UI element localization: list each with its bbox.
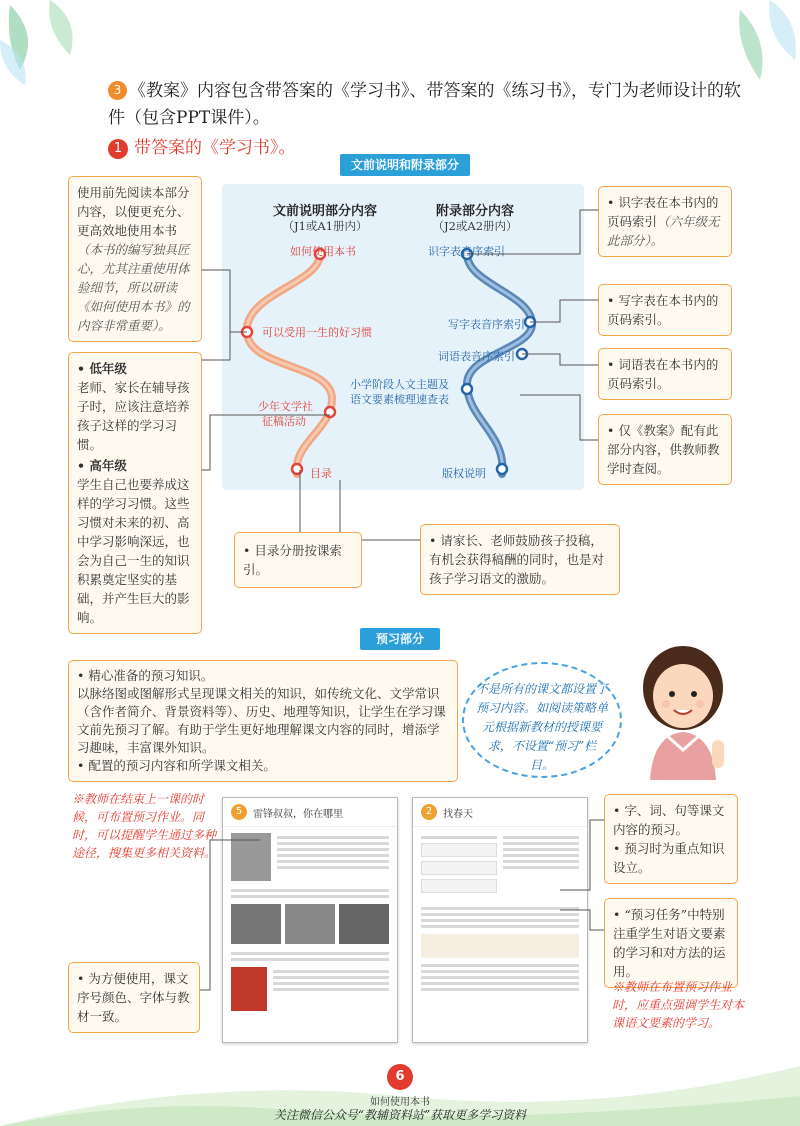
preview-main-3: • 配置的预习内容和所学课文相关。 <box>77 758 276 773</box>
note-teacher-only-text: 仅《教案》配有此部分内容，供教师教学时查阅。 <box>607 423 720 476</box>
note-preview-task: • “预习任务”中特别注重学生对语文要素的学习和对方法的运用。 <box>604 898 738 988</box>
note-teacher-only: • 仅《教案》配有此部分内容，供教师教学时查阅。 <box>598 414 732 485</box>
left-item-habits: 可以受用一生的好习惯 <box>262 326 372 339</box>
footer-text: 关注微信公众号“教辅资料站”获取更多学习资料 <box>273 1108 527 1122</box>
connector-lines-2 <box>0 770 800 1010</box>
girl-illustration <box>628 640 738 780</box>
left-item-contents: 目录 <box>310 467 332 480</box>
red-note-left: ※教师在结束上一课的时候，可布置预习作业。同时，可以提醒学生通过多种途径，搜集更多相关资料。 <box>72 792 217 860</box>
left-item-literary-club: 少年文学社 <box>258 400 313 413</box>
book-right-number: 2 <box>421 804 437 820</box>
preview-main-1: • 精心准备的预习知识。 <box>77 668 214 683</box>
note-high-grade-text: 学生自己也要养成这样的学习习惯。这些习惯对未来的初、高中学习影响深远，也会为自己一生的知识积累奠定坚实的基础，并产生巨大的影响。 <box>77 477 190 625</box>
left-col-sub: （J1或A1册内） <box>282 219 368 233</box>
note-how-to-use-text: 使用前先阅读本部分内容，以便更充分、更高效地使用本书 <box>77 185 190 238</box>
intro-text: 《教案》内容包含带答案的《学习书》、带答案的《练习书》，专门为老师设计的软件（包含PPT课件）。 <box>108 81 741 128</box>
note-word-index: • 词语表在本书内的页码索引。 <box>598 348 732 400</box>
note-char-index-text: 识字表在本书内的页码索引 <box>607 195 719 229</box>
subhead-marker: 1 <box>108 139 128 159</box>
footer-section-label: 如何使用本书 <box>370 1097 430 1108</box>
note-word-preview-1: • 字、词、句等课文内容的预习。 <box>613 803 725 837</box>
right-item-theme-2: 语文要素梳理速查表 <box>350 393 449 406</box>
right-item-char-index: 识字表音序索引 <box>428 245 505 258</box>
subhead-text: 带答案的《学习书》。 <box>134 138 296 158</box>
note-high-grade-head: • 高年级 <box>77 458 127 473</box>
left-item-submission: 征稿活动 <box>262 415 306 428</box>
note-contents: • 目录分册按课索引。 <box>234 532 362 588</box>
note-word-index-text: 词语表在本书内的页码索引。 <box>607 357 719 391</box>
note-submission-text: 请家长、老师鼓励孩子投稿，有机会获得稿酬的同时，也是对孩子学习语文的激励。 <box>429 533 605 586</box>
left-item-how-to-use: 如何使用本书 <box>290 245 356 258</box>
section1-banner: 文前说明和附录部分 <box>340 154 470 176</box>
note-char-index: • 识字表在本书内的页码索引（六年级无此部分）。 <box>598 186 732 257</box>
preview-main-2: 以脉络图或图解形式呈现课文相关的知识，如传统文化、文学常识（含作者简介、背景资料等）、历史、地理等知识，让学生在学习课文前先预习了解。有助于学生更好地理解课文内容的同时，增添学习趣味，丰富课外知识。 <box>77 686 446 755</box>
note-word-preview-2: • 预习时为重点知识设立。 <box>613 841 725 875</box>
note-habits <box>68 352 202 634</box>
section2-banner: 预习部分 <box>360 628 440 650</box>
left-col-title: 文前说明部分内容 <box>272 204 377 219</box>
right-item-copyright: 版权说明 <box>442 467 486 480</box>
note-writing-index: • 写字表在本书内的页码索引。 <box>598 284 732 336</box>
right-item-writing-index: 写字表音序索引 <box>448 318 525 331</box>
note-char-index-italic: （六年级无此部分）。 <box>607 214 720 248</box>
right-col-title: 附录部分内容 <box>435 204 514 219</box>
book-right-title: 找春天 <box>443 808 473 820</box>
note-lesson-number-text: 为方便使用，课文序号颜色、字体与教材一致。 <box>77 971 190 1024</box>
note-low-grade-head: • 低年级 <box>77 361 127 376</box>
intro-marker: 3 <box>108 81 127 100</box>
speech-bubble: 不是所有的课文都设置了预习内容。如阅读策略单元根据新教材的授课要求，不设置“预习”栏目。 <box>462 662 622 778</box>
note-lesson-number: • 为方便使用，课文序号颜色、字体与教材一致。 <box>68 962 200 1033</box>
book-left-number: 5 <box>231 804 247 820</box>
note-contents-text: 目录分册按课索引。 <box>243 543 342 577</box>
note-how-to-use-italic: （本书的编写独具匠心，尤其注重使用体验细节，所以研读《如何使用本书》的内容非常重要）。 <box>77 242 190 333</box>
right-col-sub: （J2或A2册内） <box>432 219 518 233</box>
book-left-title: 雷锋叔叔，你在哪里 <box>253 808 343 820</box>
note-preview-main <box>68 660 458 782</box>
note-preview-task-text: “预习任务”中特别注重学生对语文要素的学习和对方法的运用。 <box>613 907 726 979</box>
note-how-to-use <box>68 176 202 342</box>
red-note-right: ※教师在布置预习作业时，应重点强调学生对本课语文要素的学习。 <box>612 980 745 1030</box>
note-writing-index-text: 写字表在本书内的页码索引。 <box>607 293 719 327</box>
page-number: 6 <box>387 1064 413 1090</box>
note-low-grade-text: 老师、家长在辅导孩子时，应该注意培养孩子这样的学习习惯。 <box>77 380 190 452</box>
right-item-theme-1: 小学阶段人文主题及 <box>350 378 449 391</box>
note-submission: • 请家长、老师鼓励孩子投稿，有机会获得稿酬的同时，也是对孩子学习语文的激励。 <box>420 524 620 595</box>
right-item-word-index: 词语表音序索引 <box>438 350 515 363</box>
